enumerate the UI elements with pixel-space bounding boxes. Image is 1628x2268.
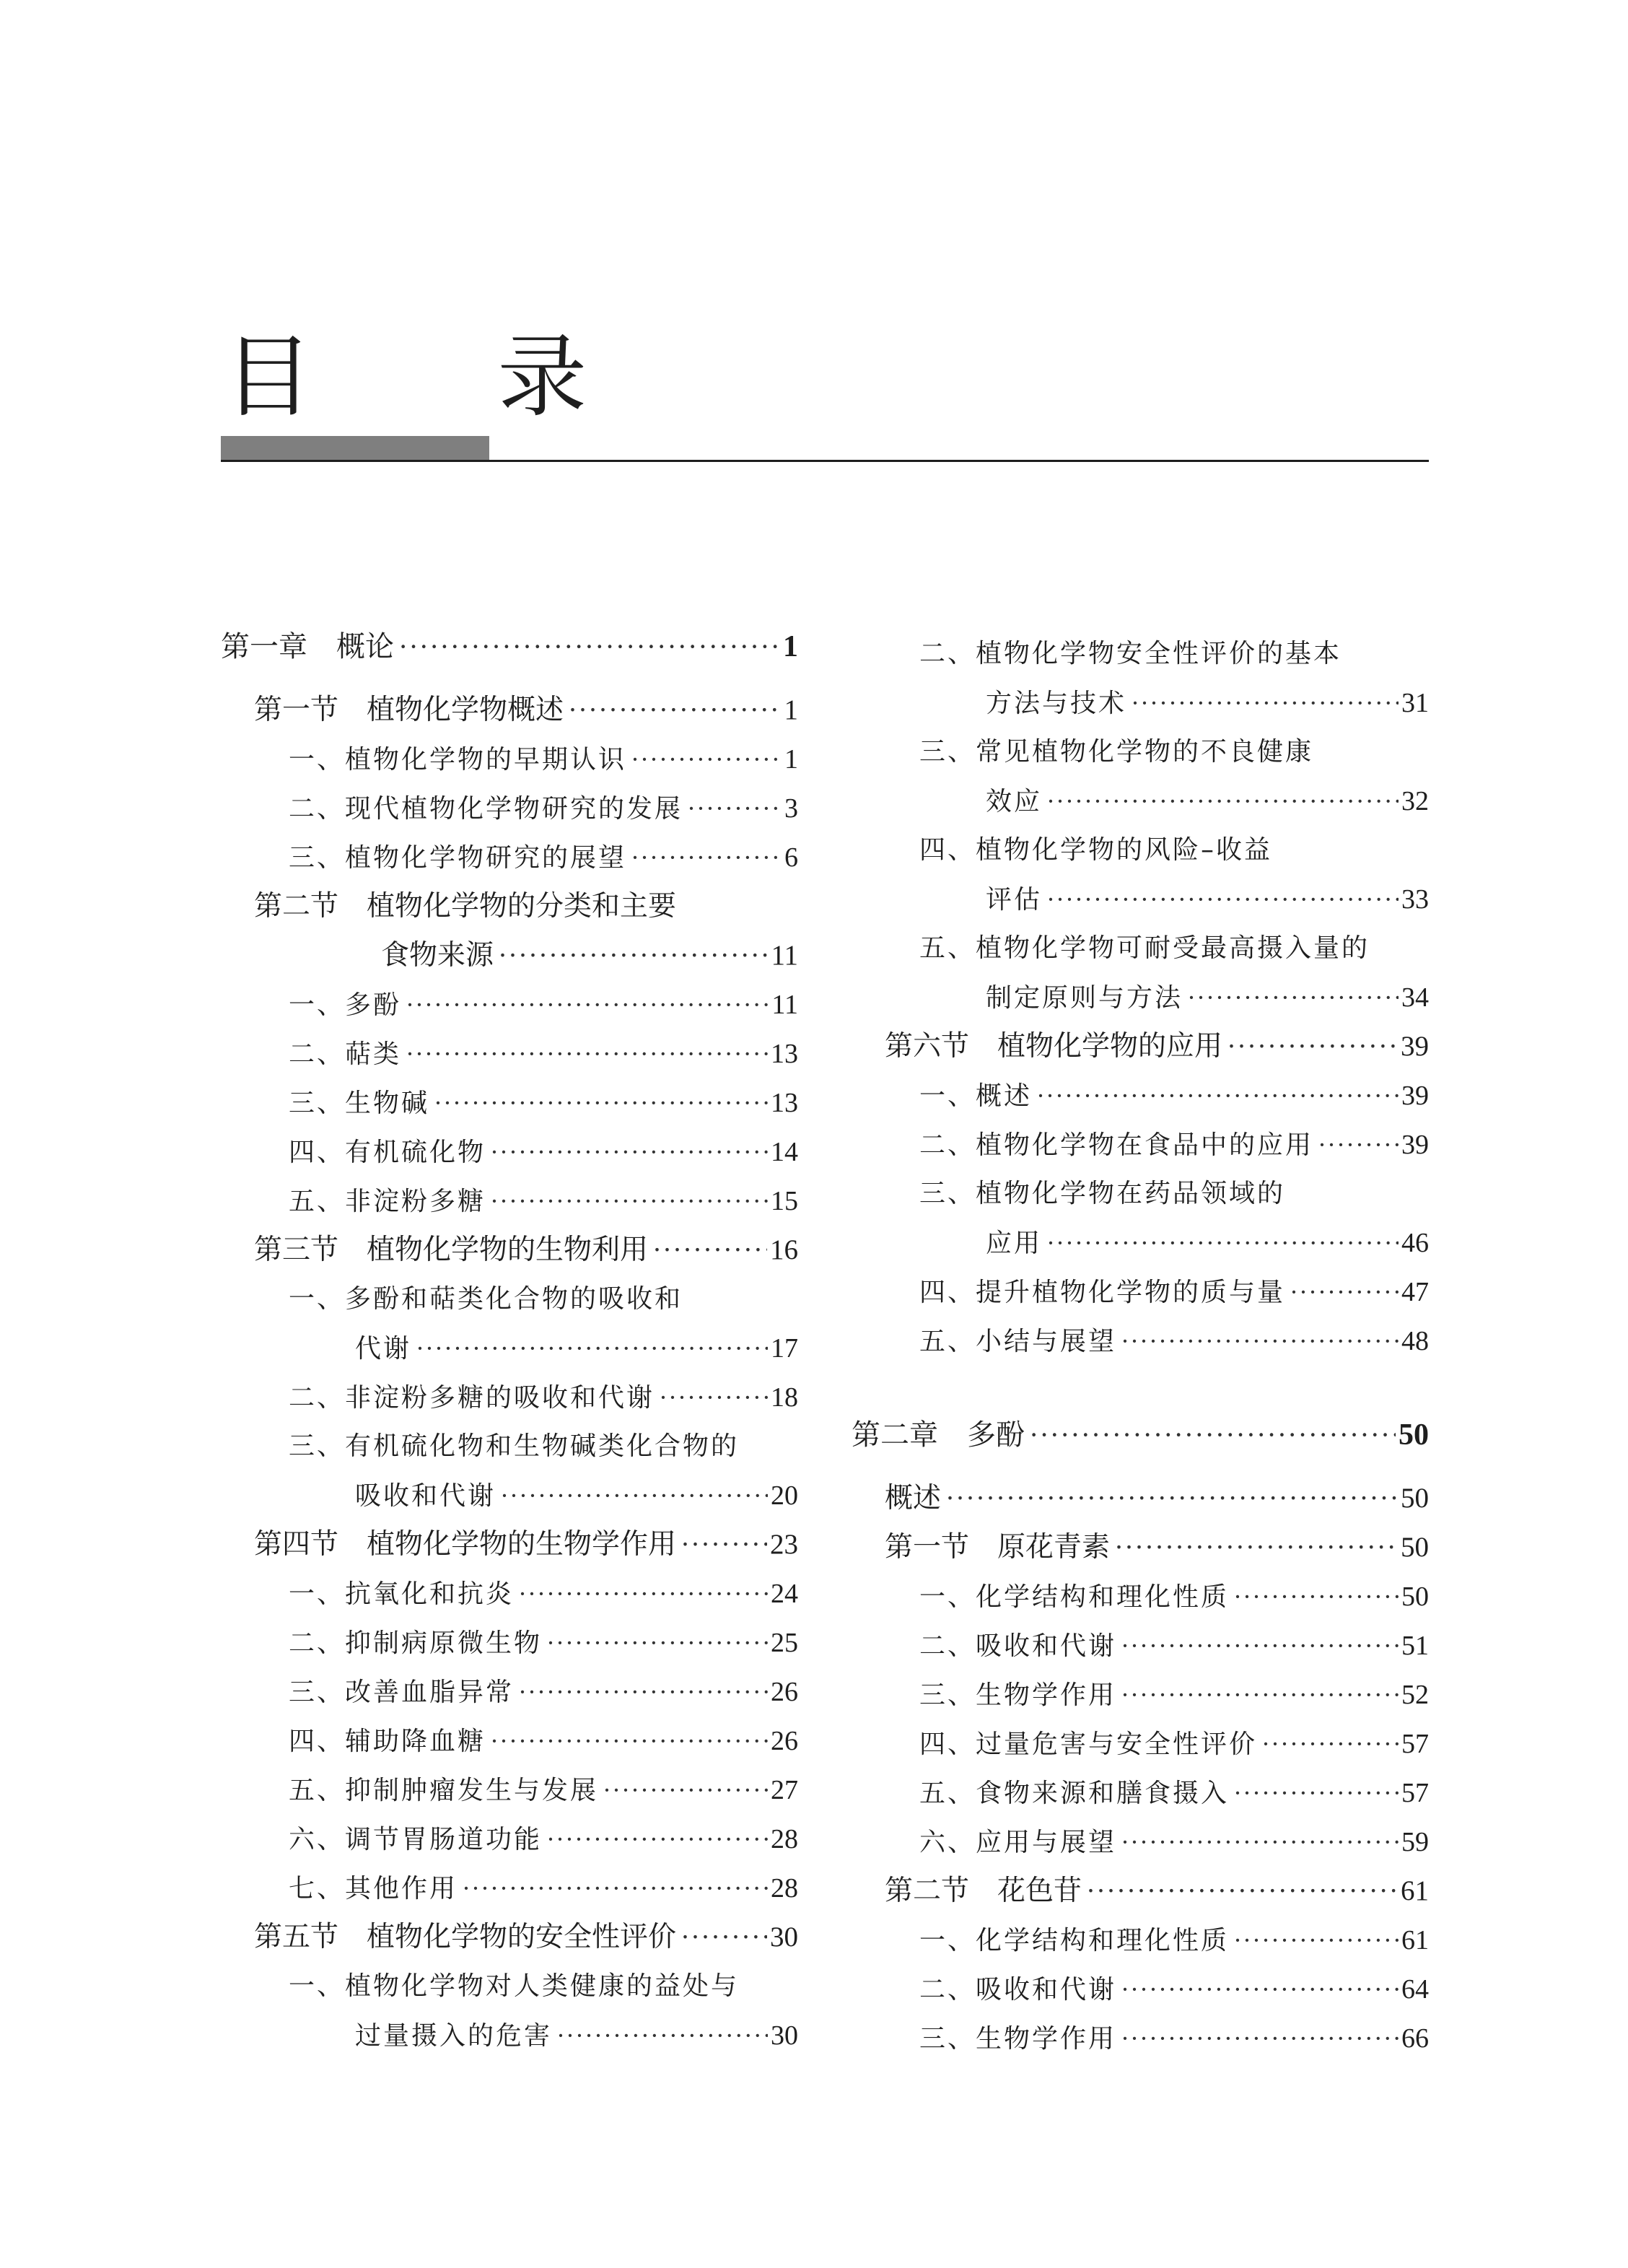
toc-entry-title: 效应 [986, 787, 1043, 816]
toc-leader-dots [568, 692, 781, 729]
toc-entry-item[interactable] [221, 1771, 798, 1809]
toc-entry-item[interactable] [221, 1330, 798, 1367]
toc-leader-dots [680, 1919, 767, 1956]
toc-entry-item[interactable] [221, 1968, 798, 2005]
toc-page-number: 24 [771, 1579, 798, 1609]
toc-page-number: 16 [770, 1234, 798, 1265]
toc-entry-title: 二、萜类 [289, 1039, 402, 1069]
toc-entry-item[interactable] [852, 1676, 1429, 1714]
toc-page-number: 20 [771, 1480, 798, 1511]
toc-page-number: 66 [1401, 2023, 1429, 2054]
toc-leader-dots [398, 628, 780, 666]
toc-entry-item[interactable] [852, 1823, 1429, 1861]
toc-page-number: 15 [771, 1186, 798, 1216]
toc-entry-title: 一、抗氧化和抗炎 [289, 1579, 515, 1609]
toc-page-number: 32 [1401, 786, 1429, 816]
toc-entry-title: 三、生物学作用 [919, 2024, 1117, 2054]
toc-entry-title: 五、食物来源和膳食摄入 [919, 1779, 1230, 1808]
toc-entry-title: 四、过量危害与安全性评价 [919, 1730, 1258, 1759]
toc-entry-item[interactable] [221, 1477, 798, 1514]
toc-page-number: 6 [784, 842, 798, 873]
toc-entry-item[interactable] [852, 979, 1429, 1016]
toc-entry-title: 评估 [986, 885, 1043, 915]
toc-entry-title: 方法与技术 [986, 689, 1127, 718]
toc-leader-dots [518, 1575, 768, 1613]
toc-leader-dots [1121, 1627, 1399, 1665]
toc-leader-dots [1036, 1077, 1399, 1115]
toc-entry-item[interactable] [221, 839, 798, 876]
heading-rule [221, 460, 1429, 462]
toc-entry-title: 一、植物化学物对人类健康的益处与 [289, 1971, 740, 2001]
toc-entry-title: 五、抑制肿瘤发生与发展 [289, 1776, 599, 1805]
toc-entry-title: 第一节 植物化学物概述 [254, 694, 564, 725]
toc-entry-item[interactable] [852, 1322, 1429, 1360]
toc-page-number: 47 [1401, 1277, 1429, 1307]
toc-leader-dots [1046, 782, 1399, 820]
toc-entry-item[interactable] [221, 1133, 798, 1171]
toc-entry-title: 三、生物碱 [289, 1089, 430, 1118]
toc-entry-title: 四、有机硫化物 [289, 1138, 486, 1167]
toc-entry-title: 二、抑制病原微生物 [289, 1628, 543, 1658]
toc-page-number: 14 [771, 1137, 798, 1167]
toc-entry-chapter[interactable] [221, 628, 798, 666]
toc-entry-item[interactable] [221, 2017, 798, 2054]
toc-page-number: 50 [1399, 1418, 1429, 1452]
toc-page-number: 59 [1401, 1827, 1429, 1857]
toc-leader-dots [1121, 1676, 1399, 1714]
toc-page-number: 30 [771, 2020, 798, 2051]
toc-entry-title: 六、调节胃肠道功能 [289, 1825, 543, 1854]
toc-entry-title: 四、辅助降血糖 [289, 1727, 486, 1756]
toc-leader-dots [1029, 1416, 1396, 1454]
toc-page-number: 28 [771, 1824, 798, 1854]
toc-leader-dots [416, 1330, 768, 1367]
toc-entry-section[interactable] [852, 1028, 1429, 1065]
toc-entry-title: 二、非淀粉多糖的吸收和代谢 [289, 1383, 655, 1413]
toc-entry-title: 食物来源 [381, 940, 494, 971]
toc-entry-item[interactable] [852, 782, 1429, 820]
toc-entry-item[interactable] [221, 1722, 798, 1760]
toc-leader-dots [631, 741, 782, 778]
toc-entry-item[interactable] [221, 1673, 798, 1711]
toc-page-number: 1 [784, 694, 798, 725]
toc-page-number: 64 [1401, 1974, 1429, 2005]
toc-entry-title: 三、植物化学物研究的展望 [289, 843, 627, 873]
toc-entry-title: 三、有机硫化物和生物碱类化合物的 [289, 1431, 740, 1461]
toc-entry-title: 第三节 植物化学物的生物利用 [254, 1234, 649, 1265]
toc-page-number: 50 [1401, 1532, 1429, 1563]
toc-leader-dots [1233, 1774, 1399, 1812]
toc-leader-dots [500, 1477, 768, 1514]
toc-entry-item[interactable] [221, 1428, 798, 1465]
toc-entry-title: 二、吸收和代谢 [919, 1631, 1117, 1661]
toc-entry-item[interactable] [221, 790, 798, 827]
toc-page-number: 1 [784, 744, 798, 775]
toc-page-number: 26 [771, 1726, 798, 1756]
toc-page-number: 13 [771, 1039, 798, 1069]
toc-entry-title: 一、化学结构和理化性质 [919, 1926, 1230, 1955]
toc-leader-dots [1121, 1971, 1399, 2008]
toc-entry-item[interactable] [221, 1870, 798, 1907]
toc-entry-section[interactable] [852, 1529, 1429, 1566]
toc-entry-title: 五、非淀粉多糖 [289, 1187, 486, 1216]
toc-leader-dots [462, 1870, 768, 1907]
toc-page-number: 33 [1401, 884, 1429, 915]
toc-page-number: 51 [1401, 1631, 1429, 1661]
toc-page-number: 57 [1401, 1778, 1429, 1808]
toc-entry-title: 第二节 花色苷 [885, 1875, 1082, 1906]
toc-entry-chapter[interactable] [852, 1416, 1429, 1454]
toc-page-number: 39 [1401, 1031, 1429, 1062]
toc-page-number: 27 [771, 1775, 798, 1805]
toc-entry-item[interactable] [852, 1077, 1429, 1115]
toc-entry-title: 一、多酚和萜类化合物的吸收和 [289, 1284, 683, 1314]
toc-page-number: 50 [1401, 1582, 1429, 1612]
toc-leader-dots [945, 1480, 1398, 1517]
toc-leader-dots [1261, 1725, 1399, 1763]
toc-leader-dots [1131, 684, 1399, 722]
toc-leader-dots [1121, 1322, 1399, 1360]
toc-entry-title: 三、植物化学物在药品领域的 [919, 1179, 1286, 1208]
toc-leader-dots [406, 986, 769, 1024]
toc-page-number: 48 [1401, 1326, 1429, 1356]
toc-page-number: 57 [1401, 1729, 1429, 1759]
toc-entry-item[interactable] [852, 1578, 1429, 1615]
toc-page-number: 26 [771, 1677, 798, 1707]
toc-page-number: 61 [1401, 1925, 1429, 1955]
toc-page-number: 25 [771, 1628, 798, 1658]
toc-leader-dots [680, 1526, 767, 1563]
toc-entry-title: 第四节 植物化学物的生物学作用 [254, 1529, 677, 1560]
toc-entry-title: 第二节 植物化学物的分类和主要 [254, 891, 677, 922]
toc-page-number: 30 [770, 1922, 798, 1953]
toc-entry-section[interactable] [221, 1919, 798, 1956]
toc-entry-item[interactable] [852, 1971, 1429, 2008]
toc-leader-dots [434, 1084, 768, 1122]
toc-entry-item[interactable] [221, 986, 798, 1024]
toc-entry-item[interactable] [852, 1725, 1429, 1763]
toc-entry-title: 应用 [986, 1229, 1043, 1258]
toc-leader-dots [406, 1035, 768, 1073]
toc-entry-title: 过量摄入的危害 [355, 2021, 553, 2051]
toc-leader-dots [1227, 1028, 1398, 1065]
toc-entry-item[interactable] [852, 2020, 1429, 2057]
toc-leader-dots [1046, 881, 1399, 918]
toc-leader-dots [1318, 1126, 1399, 1164]
toc-entry-item[interactable] [221, 1624, 798, 1662]
toc-page-number: 39 [1401, 1130, 1429, 1160]
toc-entry-item[interactable] [852, 1273, 1429, 1311]
toc-page-number: 13 [771, 1088, 798, 1118]
toc-leader-dots [1086, 1872, 1398, 1910]
toc-entry-title: 四、提升植物化学物的质与量 [919, 1278, 1286, 1307]
toc-leader-dots [1114, 1529, 1398, 1566]
toc-entry-item[interactable] [852, 684, 1429, 722]
toc-leader-dots [490, 1722, 768, 1760]
toc-page-number: 52 [1401, 1680, 1429, 1710]
toc-entry-title: 一、植物化学物的早期认识 [289, 745, 627, 775]
toc-entry-title: 二、植物化学物在食品中的应用 [919, 1130, 1314, 1160]
toc-entry-title: 一、化学结构和理化性质 [919, 1582, 1230, 1612]
toc-page-number: 28 [771, 1873, 798, 1903]
toc-leader-dots [1046, 1224, 1399, 1262]
toc-entry-item[interactable] [852, 733, 1429, 771]
toc-entry-item[interactable] [221, 1035, 798, 1073]
toc-leader-dots [1233, 1922, 1399, 1959]
toc-entry-section[interactable] [852, 1872, 1429, 1910]
toc-leader-dots [1290, 1273, 1399, 1311]
toc-entry-title: 一、概述 [919, 1081, 1033, 1111]
toc-entry-title: 二、植物化学物安全性评价的基本 [919, 639, 1342, 668]
toc-leader-dots [659, 1379, 768, 1416]
toc-entry-title: 一、多酚 [289, 990, 402, 1020]
toc-entry-item[interactable] [852, 832, 1429, 869]
toc-entry-item[interactable] [852, 1224, 1429, 1262]
toc-entry-title: 二、吸收和代谢 [919, 1975, 1117, 2005]
toc-entry-title: 概述 [885, 1483, 942, 1514]
toc-entry-item[interactable] [852, 1126, 1429, 1164]
toc-entry-title: 五、植物化学物可耐受最高摄入量的 [919, 933, 1370, 963]
toc-entry-title: 第一章 概论 [221, 630, 394, 663]
toc-page-number: 39 [1401, 1081, 1429, 1111]
toc-entry-title: 第六节 植物化学物的应用 [885, 1031, 1223, 1062]
toc-entry-section[interactable] [221, 692, 798, 729]
toc-entry-section[interactable] [221, 937, 798, 974]
toc-entry-title: 七、其他作用 [289, 1874, 458, 1903]
toc-leader-dots [1187, 979, 1399, 1016]
toc-leader-dots [490, 1182, 768, 1220]
toc-entry-item[interactable] [221, 1281, 798, 1318]
toc-page-number: 46 [1401, 1228, 1429, 1258]
toc-page-number: 11 [771, 940, 798, 971]
toc-entry-title: 六、应用与展望 [919, 1828, 1117, 1857]
toc-leader-dots [546, 1624, 768, 1662]
toc-page-number: 1 [783, 630, 798, 663]
toc-entry-item[interactable] [221, 1182, 798, 1220]
toc-entry-title: 第二章 多酚 [852, 1418, 1025, 1452]
toc-entry-title: 五、小结与展望 [919, 1327, 1117, 1356]
toc-entry-section[interactable] [221, 888, 798, 925]
toc-entry-item[interactable] [852, 1627, 1429, 1665]
toc-leader-dots [518, 1673, 768, 1711]
toc-page-number: 17 [771, 1333, 798, 1364]
toc-entry-section[interactable] [852, 1480, 1429, 1517]
toc-leader-dots [556, 2017, 768, 2054]
toc-entry-section[interactable] [221, 1526, 798, 1563]
toc-entry-item[interactable] [221, 1084, 798, 1122]
toc-entry-item[interactable] [852, 1175, 1429, 1213]
toc-entry-title: 三、改善血脂异常 [289, 1678, 515, 1707]
toc-entry-item[interactable] [221, 1379, 798, 1416]
toc-leader-dots [1121, 1823, 1399, 1861]
toc-entry-item[interactable] [852, 930, 1429, 967]
toc-page-number: 31 [1401, 688, 1429, 718]
toc-entry-title: 吸收和代谢 [355, 1481, 496, 1511]
toc-entry-item[interactable] [852, 635, 1429, 673]
heading-accent-bar [221, 436, 489, 462]
toc-entry-title: 二、现代植物化学物研究的发展 [289, 794, 683, 824]
toc-leader-dots [603, 1771, 768, 1809]
toc-page-number: 11 [771, 990, 798, 1020]
toc-entry-title: 制定原则与方法 [986, 983, 1183, 1013]
toc-leader-dots [1121, 2020, 1399, 2057]
toc-entry-item[interactable] [852, 1922, 1429, 1959]
toc-leader-dots [490, 1133, 768, 1171]
toc-entry-title: 代谢 [355, 1334, 412, 1364]
toc-leader-dots [498, 937, 768, 974]
toc-entry-section[interactable] [221, 1231, 798, 1269]
toc-page-number: 3 [784, 793, 798, 824]
toc-entry-title: 三、生物学作用 [919, 1680, 1117, 1710]
toc-entry-title: 三、常见植物化学物的不良健康 [919, 737, 1314, 767]
toc-leader-dots [546, 1820, 768, 1858]
toc-entry-item[interactable] [221, 741, 798, 778]
toc-page-number: 23 [770, 1529, 798, 1560]
toc-entry-title: 四、植物化学物的风险–收益 [919, 835, 1273, 865]
toc-entry-item[interactable] [221, 1575, 798, 1613]
toc-entry-title: 第一节 原花青素 [885, 1532, 1111, 1563]
toc-page-number: 50 [1401, 1483, 1429, 1514]
toc-page-number: 18 [771, 1382, 798, 1413]
toc-entry-item[interactable] [221, 1820, 798, 1858]
toc-leader-dots [631, 839, 782, 876]
toc-leader-dots [1233, 1578, 1399, 1615]
toc-page-number: 61 [1401, 1875, 1429, 1906]
toc-leader-dots [652, 1231, 767, 1269]
toc-entry-title: 第五节 植物化学物的安全性评价 [254, 1922, 677, 1953]
toc-entry-item[interactable] [852, 881, 1429, 918]
page-heading: 目 录 [224, 326, 665, 429]
toc-leader-dots [687, 790, 782, 827]
toc-entry-item[interactable] [852, 1774, 1429, 1812]
toc-page-number: 34 [1401, 982, 1429, 1013]
